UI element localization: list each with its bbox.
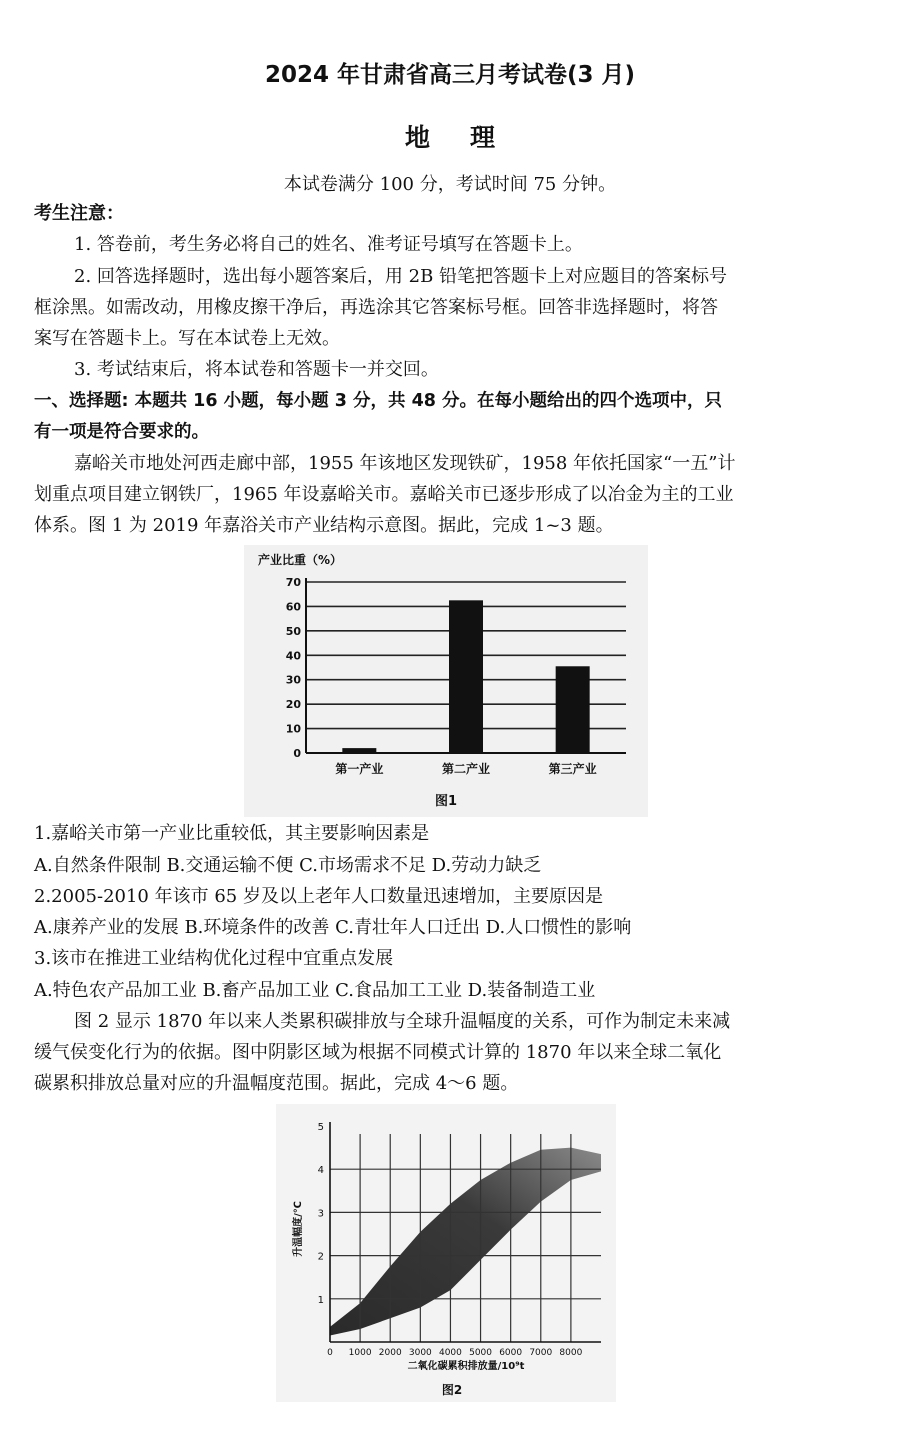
bar	[556, 666, 590, 753]
x-tick-label: 3000	[408, 1348, 432, 1358]
material-2-line-3: 碳累积排放总量对应的升温幅度范围。据此，完成 4～6 题。	[34, 1073, 519, 1094]
y-tick-label: 1	[317, 1294, 324, 1306]
figure-1	[244, 545, 648, 817]
notice-item-2-line-1: 2. 回答选择题时，选出每小题答案后，用 2B 铅笔把答题卡上对应题目的答案标号	[74, 266, 728, 287]
x-tick-label: 第三产业	[548, 762, 597, 776]
x-axis-label: 二氧化碳累积排放量/10⁹t	[407, 1361, 525, 1372]
x-tick-label: 第二产业	[441, 762, 491, 776]
x-tick-label: 7000	[529, 1348, 553, 1358]
question-1-options: A.自然条件限制 B.交通运输不便 C.市场需求不足 D.劳动力缺乏	[34, 855, 542, 876]
industry-structure-chart	[244, 545, 648, 817]
material-1-line-3: 体系。图 1 为 2019 年嘉浴关市产业结构示意图。据此，完成 1~3 题。	[34, 515, 614, 536]
notice-item-3: 3. 考试结束后，将本试卷和答题卡一并交回。	[74, 359, 439, 380]
x-tick-label: 0	[327, 1348, 333, 1358]
figure-1-caption: 图1	[434, 794, 458, 809]
question-2: 2.2005-2010 年该市 65 岁及以上老年人口数量迅速增加，主要原因是	[34, 886, 603, 907]
material-1-line-1: 嘉峪关市地处河西走廊中部，1955 年该地区发现铁矿，1958 年依托国家“一五”计	[74, 453, 736, 474]
notice-item-1: 1. 答卷前，考生务必将自己的姓名、准考证号填写在答题卡上。	[74, 234, 583, 255]
y-tick-label: 4	[317, 1165, 324, 1177]
x-tick-label: 8000	[559, 1348, 583, 1358]
bar	[342, 748, 376, 753]
x-tick-label: 1000	[348, 1348, 372, 1358]
question-2-options: A.康养产业的发展 B.环境条件的改善 C.青壮年人口迁出 D.人口惯性的影响	[34, 917, 632, 938]
y-tick-label: 50	[285, 624, 301, 638]
subject-title: 地理	[404, 123, 535, 152]
y-tick-label: 30	[285, 673, 301, 687]
exam-title: 2024 年甘肃省高三月考试卷(3 月)	[264, 62, 636, 88]
material-1-line-2: 划重点项目建立钢铁厂，1965 年设嘉峪关市。嘉峪关市已逐步形成了以冶金为主的工业	[34, 484, 734, 505]
notice-item-2-line-2: 框涂黑。如需改动，用橡皮擦干净后，再选涂其它答案标号框。回答非选择题时，将答	[34, 297, 718, 318]
figure-2-caption: 图2	[441, 1383, 463, 1397]
y-tick-label: 0	[293, 747, 301, 760]
y-tick-label: 40	[285, 649, 301, 663]
y-tick-label: 10	[285, 722, 301, 736]
question-3-options: A.特色农产品加工业 B.畜产品加工业 C.食品加工工业 D.装备制造工业	[34, 980, 596, 1001]
y-axis-label: 产业比重（%）	[258, 553, 343, 567]
y-tick-label: 70	[285, 576, 301, 589]
warming-range-band	[330, 1148, 601, 1336]
material-2-line-1: 图 2 显示 1870 年以来人类累积碳排放与全球升温幅度的关系，可作为制定未来减	[74, 1011, 731, 1032]
figure-2	[276, 1104, 616, 1402]
material-2-line-2: 缓气侯变化行为的依据。图中阴影区域为根据不同模式计算的 1870 年以来全球二氧化	[34, 1042, 722, 1063]
y-axis-label: 升温幅度/℃	[293, 1201, 304, 1257]
y-tick-label: 60	[285, 600, 301, 614]
question-1: 1.嘉峪关市第一产业比重较低，其主要影响因素是	[34, 823, 430, 844]
exam-info: 本试卷满分 100 分，考试时间 75 分钟。	[283, 174, 617, 195]
x-tick-label: 5000	[469, 1348, 493, 1358]
x-tick-label: 第一产业	[335, 762, 384, 776]
emission-warming-chart	[276, 1104, 616, 1402]
section-heading-line-1: 一、选择题: 本题共 16 小题，每小题 3 分，共 48 分。在每小题给出的四个选项中，只	[34, 391, 723, 411]
x-tick-label: 2000	[378, 1348, 402, 1358]
question-3: 3.该市在推进工业结构优化过程中宜重点发展	[34, 948, 394, 969]
section-heading-line-2: 有一项是符合要求的。	[34, 422, 209, 442]
y-tick-label: 2	[317, 1251, 324, 1263]
y-tick-label: 20	[285, 698, 301, 712]
notice-heading: 考生注意：	[34, 203, 124, 224]
x-tick-label: 6000	[499, 1348, 523, 1358]
notice-item-2-line-3: 案写在答题卡上。写在本试卷上无效。	[34, 328, 340, 349]
y-tick-label: 5	[317, 1122, 324, 1133]
x-tick-label: 4000	[438, 1348, 462, 1358]
bar	[449, 600, 483, 753]
y-tick-label: 3	[317, 1208, 324, 1220]
